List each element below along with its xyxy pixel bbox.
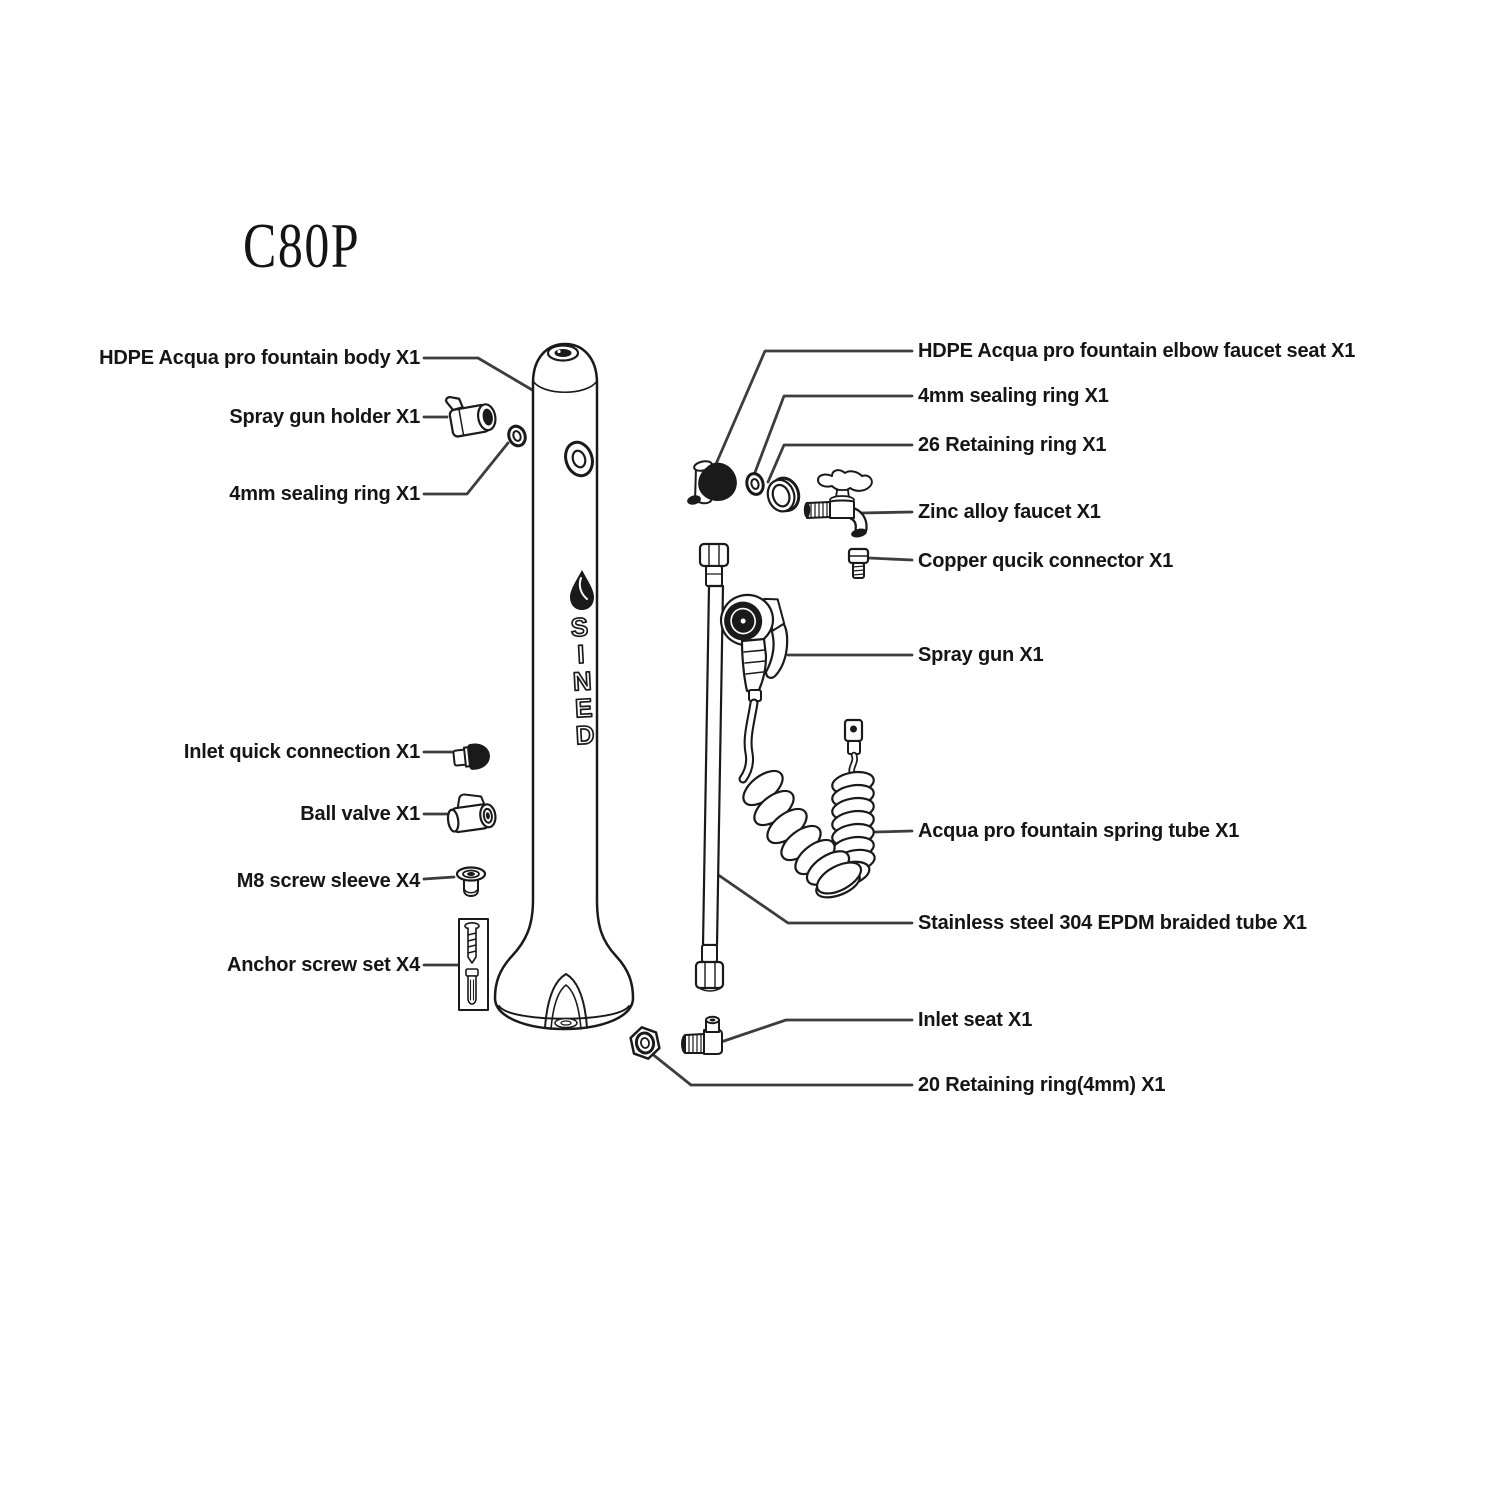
label-retaining-ring-26: 26 Retaining ring X1 xyxy=(918,434,1107,456)
inlet-quick-connection-part xyxy=(453,742,492,772)
label-copper-connector: Copper qucik connector X1 xyxy=(918,550,1174,572)
leader-elbow-faucet-seat xyxy=(716,351,912,464)
leader-zinc-faucet xyxy=(861,512,912,513)
copper-quick-connector-part xyxy=(849,549,868,578)
label-sealing-ring-right: 4mm sealing ring X1 xyxy=(918,385,1109,407)
spray-gun-part xyxy=(715,587,865,900)
product-code-title: C80P xyxy=(243,210,361,281)
leader-sealing-ring-right xyxy=(754,396,912,475)
spray-gun-holder-part xyxy=(446,390,498,438)
leader-fountain-body xyxy=(424,358,534,391)
leader-sealing-ring-left xyxy=(424,443,508,494)
label-spray-gun-holder: Spray gun holder X1 xyxy=(229,406,420,428)
logo-letter: E xyxy=(574,692,594,724)
label-m8-screw-sleeve: M8 screw sleeve X4 xyxy=(236,870,420,892)
label-elbow-faucet-seat: HDPE Acqua pro fountain elbow faucet seat X1 xyxy=(918,340,1356,362)
leader-lines xyxy=(424,351,912,1085)
label-spray-gun: Spray gun X1 xyxy=(918,644,1044,666)
logo-letter: I xyxy=(576,638,586,670)
zinc-alloy-faucet-part xyxy=(804,470,872,539)
label-anchor-screw-set: Anchor screw set X4 xyxy=(227,954,420,976)
label-inlet-quick-connection: Inlet quick connection X1 xyxy=(183,741,420,763)
leader-retaining-ring-20 xyxy=(651,1053,912,1085)
label-retaining-ring-20: 20 Retaining ring(4mm) X1 xyxy=(918,1074,1166,1096)
sealing-ring-4mm-right-part xyxy=(745,472,766,496)
leader-inlet-seat xyxy=(721,1020,912,1042)
logo-letter: D xyxy=(574,719,596,751)
leader-m8-screw-sleeve xyxy=(424,877,454,879)
inlet-seat-part xyxy=(681,1017,722,1054)
label-fountain-body: HDPE Acqua pro fountain body X1 xyxy=(99,347,420,369)
ball-valve-part xyxy=(445,791,497,834)
anchor-screw-set-part xyxy=(459,919,488,1010)
elbow-faucet-seat-part xyxy=(686,460,737,506)
label-zinc-faucet: Zinc alloy faucet X1 xyxy=(918,501,1101,523)
sealing-ring-4mm-left-part xyxy=(506,424,528,448)
leader-copper-connector xyxy=(869,558,912,560)
label-spring-tube: Acqua pro fountain spring tube X1 xyxy=(918,820,1240,842)
label-ball-valve: Ball valve X1 xyxy=(300,803,420,825)
label-braided-tube: Stainless steel 304 EPDM braided tube X1 xyxy=(918,912,1307,934)
leader-spring-tube xyxy=(875,831,912,832)
label-inlet-seat: Inlet seat X1 xyxy=(918,1009,1033,1031)
m8-screw-sleeve-part xyxy=(457,868,485,897)
logo-letter: S xyxy=(569,611,589,643)
label-sealing-ring-left: 4mm sealing ring X1 xyxy=(229,483,420,505)
logo-letter: N xyxy=(572,665,593,697)
